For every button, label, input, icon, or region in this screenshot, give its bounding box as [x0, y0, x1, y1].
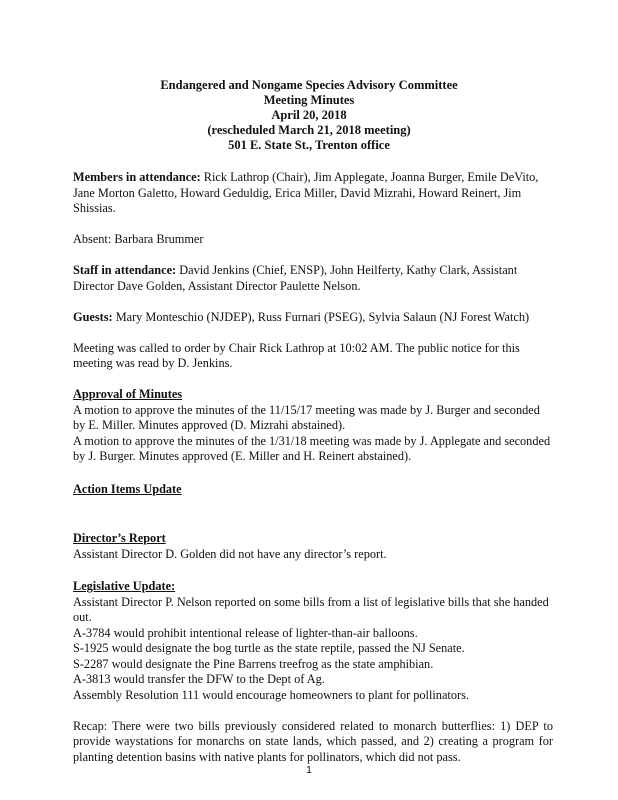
- legislative-item: Assembly Resolution 111 would encourage homeowners to plant for pollinators.: [73, 687, 469, 702]
- legislative-item: S-2287 would designate the Pine Barrens treefrog as the state amphibian.: [73, 656, 434, 671]
- reschedule-note: (rescheduled March 21, 2018 meeting): [207, 123, 411, 137]
- approval-section: [73, 387, 553, 465]
- staff-label: Staff in attendance:: [73, 263, 177, 277]
- staff-list: David Jenkins (Chief, ENSP), John Heilferty, Kathy Clark, Assistant Director Dave Golden, Assistant Director Paulette Nelson.: [73, 263, 518, 293]
- members-paragraph: [73, 170, 553, 217]
- approval-heading: Approval of Minutes: [73, 387, 183, 401]
- document-type: Meeting Minutes: [263, 93, 355, 107]
- page-number: 1: [306, 764, 312, 776]
- committee-name: Endangered and Nongame Species Advisory Committee: [160, 78, 458, 92]
- staff-paragraph: [73, 263, 553, 294]
- action-items-heading: Action Items Update: [73, 481, 182, 496]
- absent-paragraph: Absent: Barbara Brummer: [73, 232, 204, 246]
- legislative-intro: Assistant Director P. Nelson reported on some bills from a list of legislative bills that she handed out.: [73, 594, 549, 624]
- legislative-section: [73, 579, 553, 765]
- legislative-recap: Recap: There were two bills previously considered related to monarch butterflies: 1) DEP to provide waystations for monarchs on state lands, which passed, and 2) creating a program for planting detention basins with native plants for pollinators, which did not pass.: [73, 718, 553, 764]
- meeting-date: April 20, 2018: [271, 108, 347, 122]
- legislative-item: A-3813 would transfer the DFW to the Dept of Ag.: [73, 672, 325, 686]
- legislative-item: S-1925 would designate the bog turtle as the state reptile, passed the NJ Senate.: [73, 641, 465, 655]
- document-header: [0, 78, 618, 153]
- guests-list: Mary Monteschio (NJDEP), Russ Furnari (PSEG), Sylvia Salaun (NJ Forest Watch): [112, 309, 530, 324]
- directors-report-heading: Director’s Report: [73, 531, 166, 545]
- guests-label: Guests:: [73, 309, 113, 324]
- directors-report-section: [73, 531, 553, 562]
- guests-paragraph: [73, 310, 553, 326]
- directors-report-text: Assistant Director D. Golden did not have any director’s report.: [73, 546, 387, 561]
- call-to-order-paragraph: Meeting was called to order by Chair Rick Lathrop at 10:02 AM. The public notice for this meeting was read by D. Jenkins.: [73, 340, 520, 370]
- approval-motion-1: A motion to approve the minutes of the 11/15/17 meeting was made by J. Burger and seconded by E. Miller. Minutes approved (D. Mizrahi abstained).: [73, 402, 540, 432]
- legislative-heading: Legislative Update:: [73, 579, 176, 593]
- approval-motion-2: A motion to approve the minutes of the 1/31/18 meeting was made by J. Applegate and seconded by J. Burger. Minutes approved (E. Miller and H. Reinert abstained).: [73, 433, 551, 463]
- members-label: Members in attendance:: [73, 170, 201, 184]
- meeting-location: 501 E. State St., Trenton office: [228, 138, 390, 152]
- legislative-item: A-3784 would prohibit intentional release of lighter-than-air balloons.: [73, 625, 418, 640]
- minutes-body: [73, 170, 553, 781]
- members-list: Rick Lathrop (Chair), Jim Applegate, Joanna Burger, Emile DeVito, Jane Morton Galetto, Howard Geduldig, Erica Miller, David Mizrahi, Howard Reinert, Jim Shissias.: [73, 170, 539, 215]
